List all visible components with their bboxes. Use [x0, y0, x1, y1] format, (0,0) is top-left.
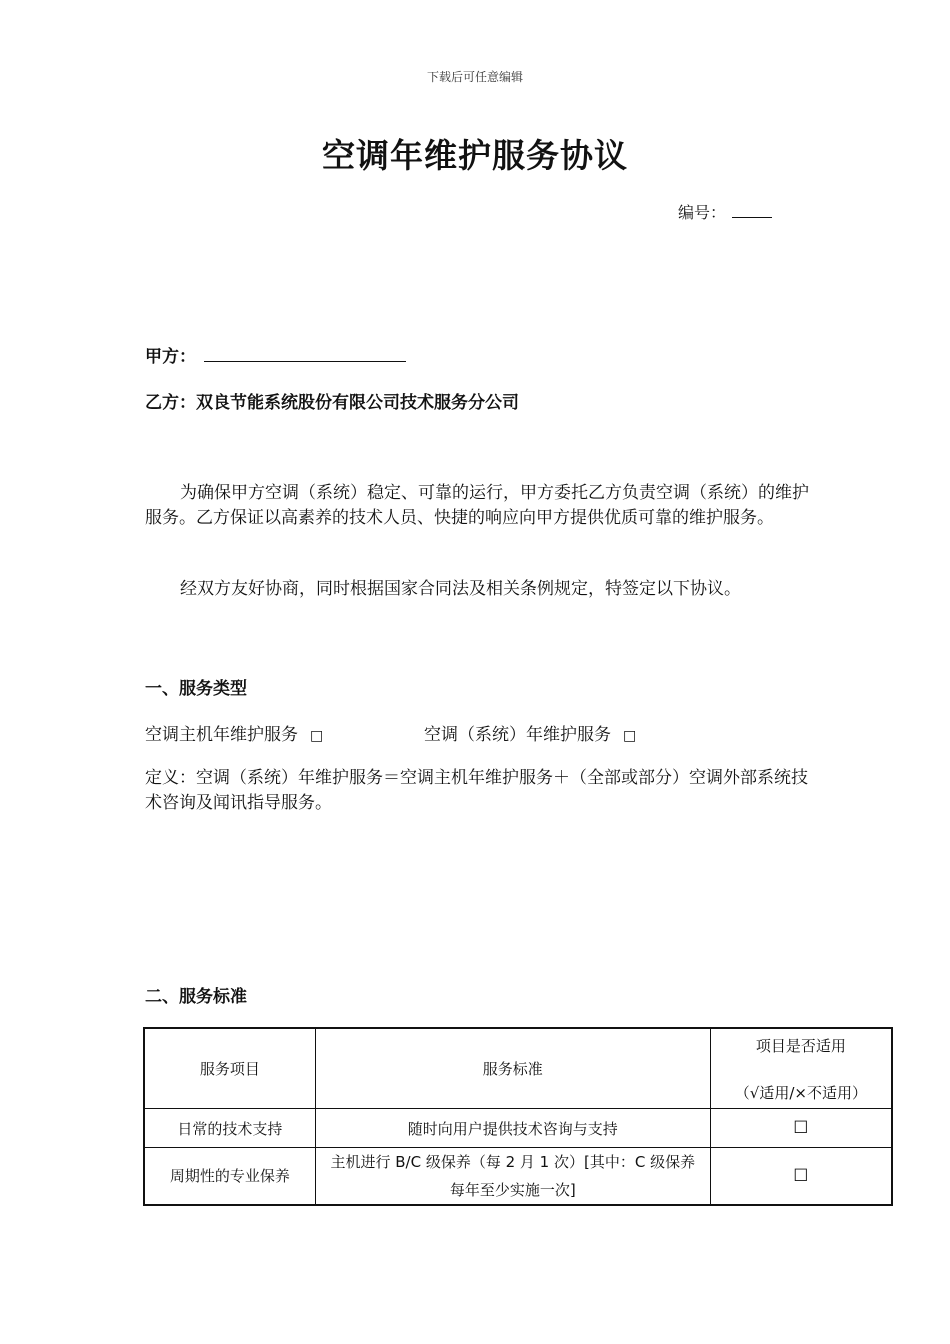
party-a	[145, 342, 406, 367]
header-applicable	[710, 1028, 892, 1109]
party-b: 乙方：双良节能系统股份有限公司技术服务分公司	[145, 393, 519, 413]
row-applicable-checkbox[interactable]: ☐	[710, 1109, 892, 1148]
header-note: 下载后可任意编辑	[426, 70, 523, 84]
row-service-item: 日常的技术支持	[144, 1109, 315, 1148]
header-service-standard: 服务标准	[315, 1028, 710, 1109]
service-option-system[interactable]	[424, 720, 636, 745]
table-row	[144, 1148, 892, 1206]
service-definition: 定义：空调（系统）年维护服务＝空调主机年维护服务＋（全部或部分）空调外部系统技术咨询及闻讯指导服务。	[145, 768, 808, 813]
row-service-item: 周期性的专业保养	[144, 1148, 315, 1206]
checkbox-icon[interactable]: □	[310, 728, 324, 744]
party-a-label: 甲方：	[145, 347, 196, 367]
contract-number	[678, 200, 772, 223]
header-service-item: 服务项目	[144, 1028, 315, 1109]
service-option-host[interactable]	[145, 720, 323, 745]
intro-paragraph: 为确保甲方空调（系统）稳定、可靠的运行，甲方委托乙方负责空调（系统）的维护服务。乙方保证以高素养的技术人员、快捷的响应向甲方提供优质可靠的维护服务。	[145, 483, 809, 528]
row-applicable-checkbox[interactable]: ☐	[710, 1148, 892, 1206]
service-standard-table	[143, 1027, 893, 1206]
party-a-blank	[204, 345, 406, 362]
section-heading-service-standard: 二、服务标准	[145, 987, 247, 1007]
row-service-standard: 主机进行 B/C 级保养（每 2 月 1 次）[其中：C 级保养每年至少实施一次]	[315, 1148, 710, 1206]
table-row	[144, 1109, 892, 1148]
checkbox-icon[interactable]: □	[623, 728, 637, 744]
document-title: 空调年维护服务协议	[322, 136, 628, 175]
row-service-standard: 随时向用户提供技术咨询与支持	[315, 1109, 710, 1148]
table-header-row	[144, 1028, 892, 1109]
service-option-system-label: 空调（系统）年维护服务	[424, 725, 611, 745]
contract-number-label: 编号：	[678, 203, 727, 222]
agreement-paragraph: 经双方友好协商，同时根据国家合同法及相关条例规定，特签定以下协议。	[180, 579, 741, 599]
service-option-host-label: 空调主机年维护服务	[145, 725, 298, 745]
header-applicable-line2: （√适用/×不适用）	[734, 1083, 867, 1102]
contract-number-blank	[732, 203, 772, 218]
header-applicable-line1: 项目是否适用	[755, 1036, 846, 1055]
section-heading-service-type: 一、服务类型	[145, 679, 247, 699]
